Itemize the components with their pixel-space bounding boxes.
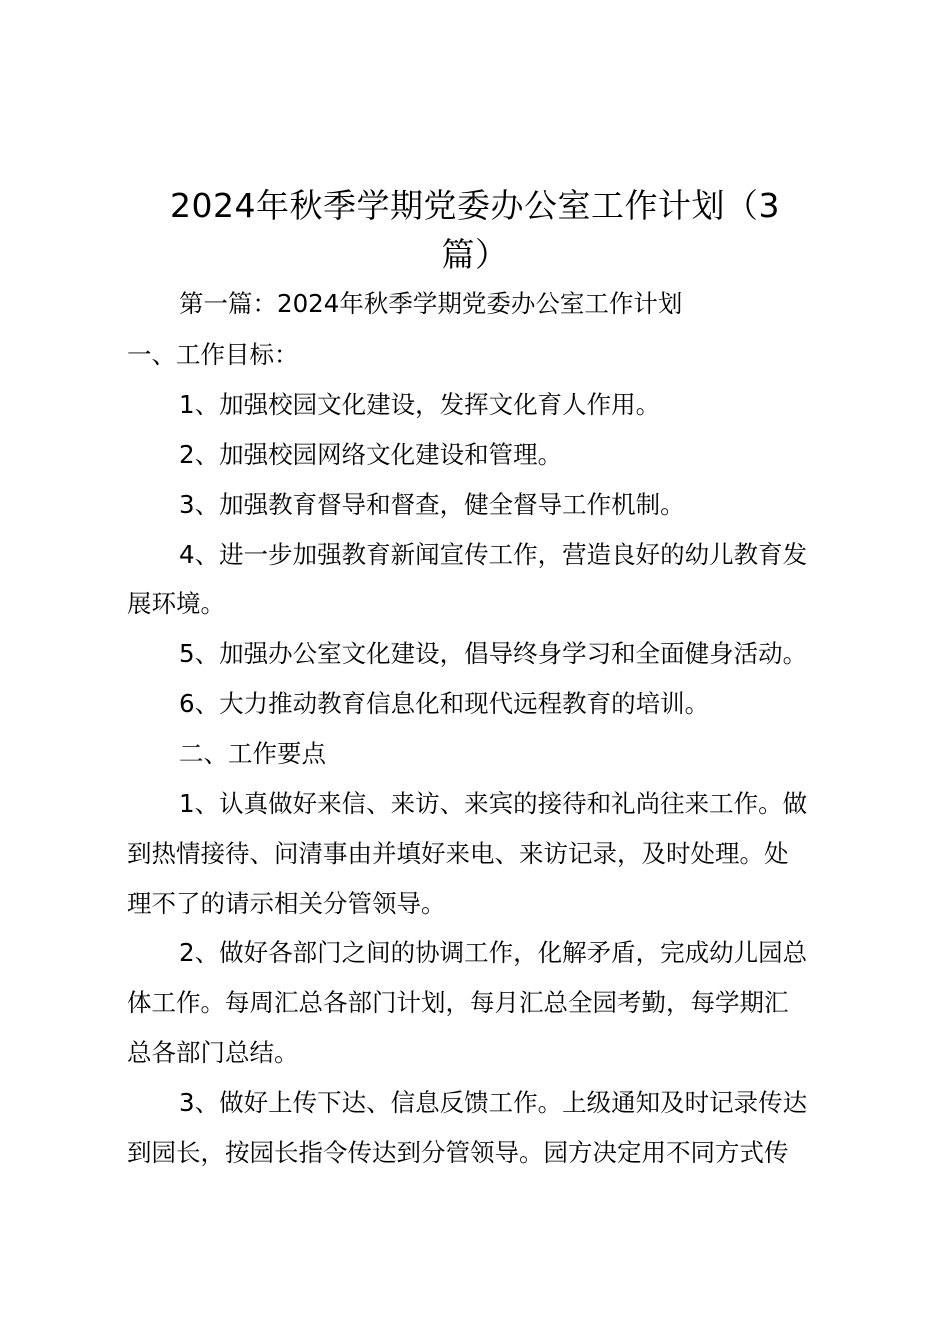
goal-item-5: 5、加强办公室文化建设，倡导终身学习和全面健身活动。 (179, 639, 808, 668)
point-item-1-line-2: 到热情接待、问清事由并填好来电、来访记录，及时处理。处 (127, 839, 789, 868)
goal-item-3: 3、加强教育督导和督查，健全督导工作机制。 (179, 490, 685, 519)
document-subtitle: 第一篇：2024年秋季学期党委办公室工作计划 (179, 289, 683, 318)
document-title-line-1: 2024年秋季学期党委办公室工作计划（3 (170, 186, 780, 225)
goal-item-2: 2、加强校园网络文化建设和管理。 (179, 440, 563, 469)
goal-item-4-continued: 展环境。 (127, 589, 225, 618)
point-item-2-line-2: 体工作。每周汇总各部门计划，每月汇总全园考勤，每学期汇 (127, 988, 789, 1017)
point-item-1-line-1: 1、认真做好来信、来访、来宾的接待和礼尚往来工作。做 (179, 789, 808, 818)
goal-item-6: 6、大力推动教育信息化和现代远程教育的培训。 (179, 689, 710, 718)
point-item-2-line-3: 总各部门总结。 (127, 1038, 299, 1067)
section-heading-goals: 一、工作目标： (127, 340, 299, 369)
goal-item-4: 4、进一步加强教育新闻宣传工作，营造良好的幼儿教育发 (179, 540, 808, 569)
point-item-2-line-1: 2、做好各部门之间的协调工作，化解矛盾，完成幼儿园总 (179, 938, 808, 967)
goal-item-1: 1、加强校园文化建设，发挥文化育人作用。 (179, 390, 661, 419)
point-item-1-line-3: 理不了的请示相关分管领导。 (127, 889, 446, 918)
point-item-3-line-1: 3、做好上传下达、信息反馈工作。上级通知及时记录传达 (179, 1088, 808, 1117)
document-title-line-2: 篇） (441, 235, 509, 274)
section-heading-points: 二、工作要点 (179, 739, 326, 768)
point-item-3-line-2: 到园长，按园长指令传达到分管领导。园方决定用不同方式传 (127, 1138, 789, 1167)
